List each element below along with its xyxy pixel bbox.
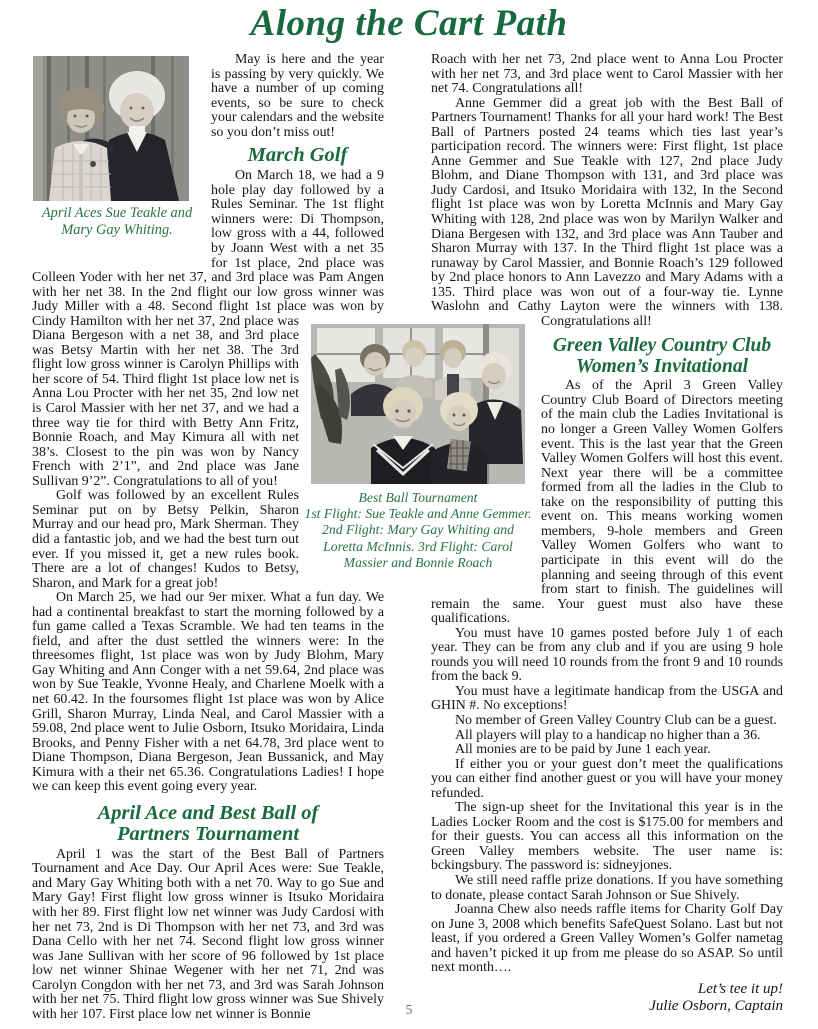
best-ball-paragraph-part-a: Anne Gemmer did a great job with the Best Ball of Partners Tournament! Thanks for all your hard work! The Best Ball of Partners posted 24 teams which ties last year’s participation record. The winners were: First flight, 1st place Anne Gemmer and Sue Teakle with 127, 2nd place Judy Blohm, and Diane Thompson with 131, and 3rd place was Judy Cardosi, and Itsuko Moridaira with 132, In the Second flight 1st place was won by Loretta McInnis and Mary Gay Whiting with 128, 2nd place was won by Marilyn Walker and Diana Bergesen with 132, and 3rd place was Ann Tauber and Sharon Murray with 137. In the Third flight 1st place was a runaway by Carol Massier, and Bonnie Roach’s 129 followed by 2nd place honors to Ann Lavezzo and Mary Adams with a 135. Third place was won out of a four-way tie. Lynne Waslohn and Cathy Layton were the winners [431, 95, 783, 315]
march-golf-heading: March Golf [247, 144, 348, 167]
signoff-tagline: Let’s tee it up! [697, 980, 783, 997]
april-paragraph-1: April 1 was the start of the Best Ball of Partners Tournament and Ace Day. Our April Aces were: Sue Teakle, and Mary Gay Whiting both with a net 70. Way to go Sue and Mary Gay! First flight low gross winner is Itsuko Moridaira with her 89. First flight low net winner was Judy Cardosi with her net 73, 2nd is Di Thompson with her net 73, and 3rd was Dana Cello with her net 74. Second flight low gross winner was Jane Sullivan with her score of 96 followed by 1st place low net winner Shinae Wegener with her net 71, 2nd was Carolyn Congdon with her net 73, and 3rd was Sarah Johnson with her net 75. Third flight low gross winner was Sue Shively with her 107. First place low net winner is Bonnie [32, 846, 384, 1022]
invitational-paragraph-5: All players will play to a handicap no higher than a 36. [455, 727, 761, 743]
best-ball-caption [304, 490, 532, 571]
april-ace-heading-line1: April Ace and Best Ball of [97, 801, 319, 824]
two-women-photo-illustration [33, 56, 189, 201]
invitational-paragraph-6: All monies are to be paid by June 1 each year. [455, 742, 711, 758]
invitational-paragraph-2: You must have 10 games posted before July 1 of each year. They can be from any club and if you are using 9 hole rounds you will need 10 rounds from the front 9 and 10 rounds from the back 9. [431, 625, 783, 685]
april-ace-heading-line2: Partners Tournament [116, 822, 300, 845]
april-aces-caption: April Aces Sue Teakle and Mary Gay Whiting. [41, 205, 193, 238]
march-paragraph-2: Golf was followed by an excellent Rules Seminar put on by Betsy Pelkin, Sharon Murray and our head pro, Mark Sherman. They did a fantastic job, and we had the best turn out ever. If you missed it, get a new rules book. There are a lot of changes! Kudos to Betsy, Sharon, and Mark for a great job! [32, 488, 299, 591]
signoff-author: Julie Osborn, Captain [649, 998, 783, 1015]
march-paragraph-3: On March 25, we had our 9er mixer. What a fun day. We had a continental breakfast to start the morning followed by a fun game called a Texas Scramble. We had ten teams in the field, and after the dust settled the winners were: In the threesomes flight, 1st place was won by Judy Blohm, Mary Gay Whiting and Ann Conger with a net 59.64, 2nd place was won by Sue Teakle, Yvonne Healy, and Charlene Moelk with a net 60.42. In the foursomes flight 1st place was won by Alice Grill, Sharon Murray, Linda Neal, and Carol Massier with a 59.08, 2nd place went to Julie Osborn, Itsuko Moridaira, Linda Brooks, and Penny Fisher with a net 64.78, 3rd place went to Diane Thompson, Diana Bergeson, Jean Bussanick, and May Kimura with a their net 65.36. Congratulations Ladies! I hope we can keep this event going every year. [32, 590, 384, 795]
invitational-paragraph-4: No member of Green Valley Country Club can be a guest. [455, 712, 777, 728]
intro-paragraph: May is here and the year is passing by very quickly. We have a number of up coming events, so be sure to check your calendars and the website so you don’t miss out! [211, 52, 384, 140]
invitational-paragraph-7: If either you or your guest don’t meet the qualifications you can either find another guest or you will have your money refunded. [431, 756, 783, 801]
april-ace-heading [32, 803, 384, 845]
best-ball-caption-body: 1st Flight: Sue Teakle and Anne Gemmer. 2nd Flight: Mary Gay Whiting and Loretta McInnis. 3rd Flight: Carol Massier and Bonnie Roach [304, 506, 532, 570]
april-aces-photo-block [32, 56, 202, 239]
april-aces-photo [33, 56, 189, 201]
march-paragraph-1-part-b: 37, 2nd place was Diana Bergeson with a net 38, and 3rd place was Betsy Martin with her net 38. The 3rd flight low gross winner is Carolyn Phillips with her score of 54. Third flight 1st place low net is Anna Lou Procter with her net 35, 2nd low net is Carol Massier with her net 37, and we had a three way tie for third with Betty Ann Fritz, Bonnie Roach, and May Kimura all with net 38’s. Closest to the pin was won by Nancy French with 2’1”, and 2nd place was Jane Sullivan 9’2”. Congratulations to all of you! [32, 313, 299, 489]
invitational-paragraph-3: You must have a legitimate handicap from the USGA and GHIN #. No exceptions! [431, 683, 783, 714]
march-paragraph-1-part-a: On March 18, we had a 9 hole play day followed by a Rules Seminar. The 1st flight winners were: Di Thompson, low gross with a 44, followed by Joann West with a net 35 for 1st place, 2nd place was Colleen Yoder with her net 37, and 3rd place was Pam Angen with her net 38. In the 2nd flight our low gross winner was Judy Miller with a 48. Second flight 1st place was won by Cindy Hamilton with her net [32, 168, 384, 329]
six-women-group-photo-illustration [311, 324, 525, 484]
continued-paragraph: Roach with her net 73, 2nd place went to Anna Lou Procter with her net 73, and 3rd place went to Carol Massier with her net 74. Congratulations all! [431, 52, 783, 97]
page-number: 5 [405, 1002, 413, 1017]
best-ball-paragraph-part-b: with 138. Congratulations all! [541, 299, 783, 329]
best-ball-paragraph [431, 97, 783, 330]
invitational-paragraph-1: As of the April 3 Green Valley Country Club Board of Directors meeting of the main club the Ladies Invitational is no longer a Green Valley Women Golfers event. This is the last year that the Green Valley Women Golfers will host this event. Next year there will be a committee formed from all the ladies in the Club to take on the responsibility of putting this event on. This means working women members, 9-hole members and Green Valley Women Golfers who want to participate in this event will do the planning and seeing through of this event from start to finish. The guidelines will remain the same. Your guest must also have these qualifications. [431, 378, 783, 627]
invitational-paragraph-9: We still need raffle prize donations. If you have something to donate, please contact Sarah Johnson or Sue Shively. [431, 872, 783, 903]
best-ball-caption-title: Best Ball Tournament [358, 490, 478, 505]
best-ball-photo-block [304, 324, 532, 571]
best-ball-photo [311, 324, 525, 484]
green-valley-heading-line2: Women’s Invitational [575, 356, 749, 378]
invitational-paragraph-8: The sign-up sheet for the Invitational this year is in the Ladies Locker Room and the cost is $175.00 for members and for their guests. You can access all this information on the Green Valley members website. The user name is: bckingsbury. The password is: sidneyjones. [431, 800, 783, 874]
green-valley-heading-line1: Green Valley Country Club [552, 335, 772, 357]
invitational-paragraph-10: Joanna Chew also needs raffle items for Charity Golf Day on June 3, 2008 which benefits SafeQuest Solano. Last but not least, if you ordered a Green Valley Women’s Golfer nametag and haven’t picked it up from me please do so ASAP. So until next month…. [431, 902, 783, 976]
page-title: Along the Cart Path [250, 3, 568, 44]
